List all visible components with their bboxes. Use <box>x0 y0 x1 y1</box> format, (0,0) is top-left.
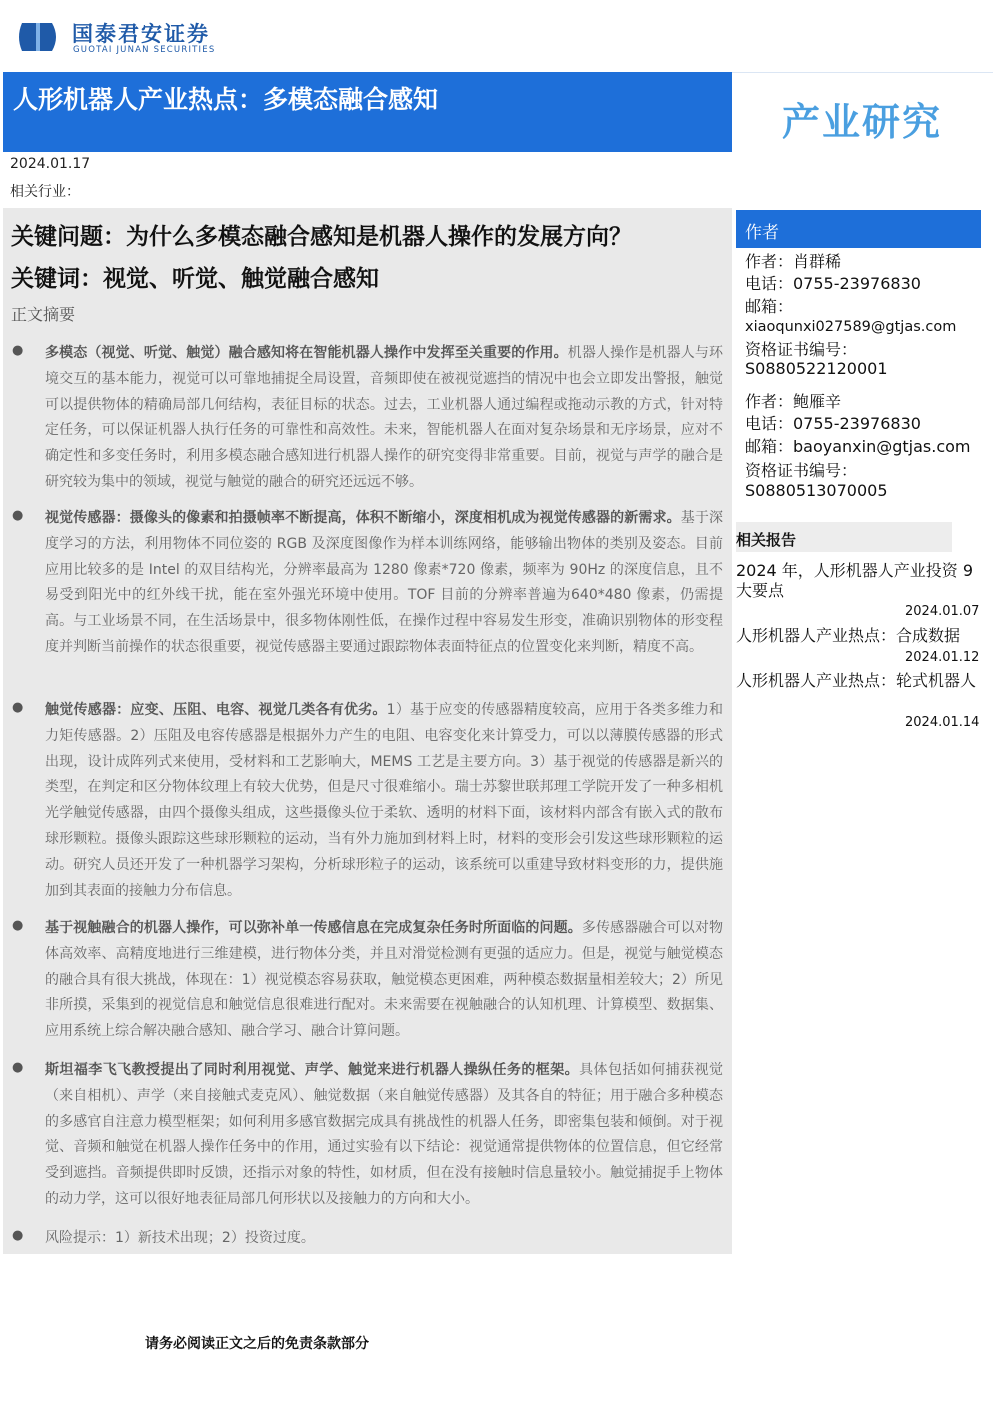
author-name: 作者：肖群稀 <box>745 252 842 271</box>
related-reports-header <box>736 522 952 552</box>
related-report-date: 2024.01.07 <box>905 604 980 619</box>
bullet-body: 多传感器融合可以对物体高效率、高精度地进行三维建模，进行物体分类，并且对滑觉检测有更强的适应力。但是，视觉与触觉模态的融合具有很大挑战，体现在：1）视觉模态容易获取，触觉模态更困难，两种模态数据量相差较大；2）所见非所摸，采集到的视觉信息和触觉信息很难进行配对。未来需要在视触融合的认知机理、计算模型、数据集、应用系统上综合解决融合感知、融合学习、融合计算问题。 <box>45 920 724 1040</box>
bullet-dot-icon: ● <box>12 508 24 523</box>
bullet-body: 具体包括如何捕获视觉（来自相机）、声学（来自接触式麦克风）、触觉数据（来自触觉传感器）及其各自的特征；用于融合多种模态的多感官自注意力模型框架；如何利用多感官数据完成具有挑战性的机器人任务，即密集包装和倾倒。对于视觉、音频和触觉在机器人操作任务中的作用，通过实验有以下结论：视觉通常提供物体的位置信息，但它经常受到遮挡。音频提供即时反馈，还指示对象的特性，如材质，但在没有接触时信息量较小。触觉捕捉手上物体的动力学，这可以很好地表征局部几何形状以及接触力的方向和大小。 <box>45 1062 724 1207</box>
logo-chinese-name: 国泰君安证券 <box>72 22 210 46</box>
bullet-lead: 基于视触融合的机器人操作，可以弥补单一传感信息在完成复杂任务时所面临的问题。 <box>45 920 582 936</box>
author-name: 作者：鲍雁辛 <box>745 392 842 411</box>
report-category: 产业研究 <box>782 100 943 144</box>
author-header <box>736 210 981 248</box>
bullet-lead: 视觉传感器：摄像头的像素和拍摄帧率不断提高，体积不断缩小，深度相机成为视觉传感器的新需求。 <box>45 510 681 526</box>
summary-heading: 正文摘要 <box>11 305 76 324</box>
company-logo <box>16 18 256 58</box>
author-email-label: 邮箱： <box>745 297 794 316</box>
title-banner <box>3 72 732 152</box>
key-question: 关键问题：为什么多模态融合感知是机器人操作的发展方向？ <box>11 224 632 250</box>
related-reports-heading: 相关报告 <box>736 531 797 549</box>
bullet-dot-icon: ● <box>12 343 24 358</box>
bullet-text <box>45 506 723 661</box>
author-cert-label: 资格证书编号： <box>745 340 858 359</box>
category-banner <box>732 72 993 152</box>
bullet-lead: 触觉传感器：应变、压阻、电容、视觉几类各有优劣。 <box>45 702 387 718</box>
author-phone: 电话：0755-23976830 <box>745 274 921 293</box>
related-report-title[interactable]: 人形机器人产业热点：合成数据 <box>736 626 961 645</box>
related-report-date: 2024.01.14 <box>905 715 980 730</box>
bullet-dot-icon: ● <box>12 918 24 933</box>
report-date: 2024.01.17 <box>10 156 91 172</box>
bullet-text <box>45 341 723 496</box>
bullet-body: 机器人操作是机器人与环境交互的基本能力，视觉可以可靠地捕捉全局设置，音频即使在被视觉遮挡的情况中也会立即发出警报，触觉可以提供物体的精确局部几何结构，表征目标的状态。过去，工业机器人通过编程或拖动示教的方式，针对特定任务，可以保证机器人执行任务的可靠性和高效性。未来，智能机器人在面对复杂场景和无序场景，应对不确定性和多变任务时，利用多模态融合感知进行机器人操作的研究变得非常重要。目前，视觉与声学的融合是研究较为集中的领域，视觉与触觉的融合的研究还远远不够。 <box>45 345 724 490</box>
risk-warning: 风险提示：1）新技术出现；2）投资过度。 <box>45 1230 315 1246</box>
author-cert: S0880513070005 <box>745 481 888 500</box>
main-summary-panel <box>3 208 732 1254</box>
author-heading: 作者 <box>745 223 779 243</box>
bullet-dot-icon: ● <box>12 700 24 715</box>
bullet-text <box>45 916 723 1045</box>
author-cert: S0880522120001 <box>745 359 888 378</box>
bullet-body: 基于深度学习的方法，利用物体不同位姿的 RGB 及深度图像作为样本训练网络，能够输出物体的类别及姿态。目前应用比较多的是 Intel 的双目结构光，分辨率最高为 1280 像素*720 像素，频率为 90Hz 的深度信息，且不易受到阳光中的红外线干扰，能在室外强光环境中使用。TOF 目前的分辨率普遍为640*480 像素，仍需提高。与工业场景不同，在生活场景中，很多物体刚性低，在操作过程中容易发生形变，准确识别物体的形变程度并判断当前操作的状态很重要，视觉传感器主要通过跟踪物体表面特征点的位置变化来判断，精度不高。 <box>45 510 724 655</box>
bullet-dot-icon: ● <box>12 1060 24 1075</box>
disclaimer-note: 请务必阅读正文之后的免责条款部分 <box>145 1336 369 1352</box>
related-report-date: 2024.01.12 <box>905 650 980 665</box>
bullet-body: 1）基于应变的传感器精度较高，应用于各类多维力和力矩传感器。2）压阻及电容传感器是根据外力产生的电阻、电容变化来计算受力，可以以薄膜传感器的形式出现，设计成阵列式来使用，受材料和工艺影响大，MEMS 工艺是主要方向。3）基于视觉的传感器是新兴的类型，在判定和区分物体纹理上有较大优势，但是尺寸很难缩小。瑞士苏黎世联邦理工学院开发了一种多相机光学触觉传感器，由四个摄像头组成，这些摄像头位于柔软、透明的材料下面，该材料内部含有嵌入式的散布球形颗粒。摄像头跟踪这些球形颗粒的运动，当有外力施加到材料上时，材料的变形会引发这些球形颗粒的运动。研究人员还开发了一种机器学习架构，分析球形粒子的运动，该系统可以重建导致材料变形的力，提供施加到其表面的接触力分布信息。 <box>45 702 724 899</box>
author-email[interactable]: xiaoqunxi027589@gtjas.com <box>745 319 957 335</box>
report-title: 人形机器人产业热点：多模态融合感知 <box>13 85 439 114</box>
bullet-dot-icon: ● <box>12 1228 24 1243</box>
bullet-text <box>45 1226 723 1252</box>
bullet-text <box>45 698 723 904</box>
bullet-text <box>45 1058 723 1213</box>
author-cert-label: 资格证书编号： <box>745 461 858 480</box>
bullet-lead: 多模态（视觉、听觉、触觉）融合感知将在智能机器人操作中发挥至关重要的作用。 <box>45 345 568 361</box>
logo-mark-icon <box>16 20 64 54</box>
bullet-lead: 斯坦福李飞飞教授提出了同时利用视觉、声学、触觉来进行机器人操纵任务的框架。 <box>45 1062 580 1078</box>
related-report-title[interactable]: 人形机器人产业热点：轮式机器人 <box>736 671 977 690</box>
related-industry-label: 相关行业： <box>10 184 80 200</box>
keywords: 关键词：视觉、听觉、触觉融合感知 <box>11 266 379 292</box>
author-phone: 电话：0755-23976830 <box>745 414 921 433</box>
author-email[interactable]: 邮箱：baoyanxin@gtjas.com <box>745 437 971 456</box>
related-report-title[interactable]: 2024 年，人形机器人产业投资 9 大要点 <box>736 561 974 600</box>
logo-english-name: GUOTAI JUNAN SECURITIES <box>73 45 216 55</box>
